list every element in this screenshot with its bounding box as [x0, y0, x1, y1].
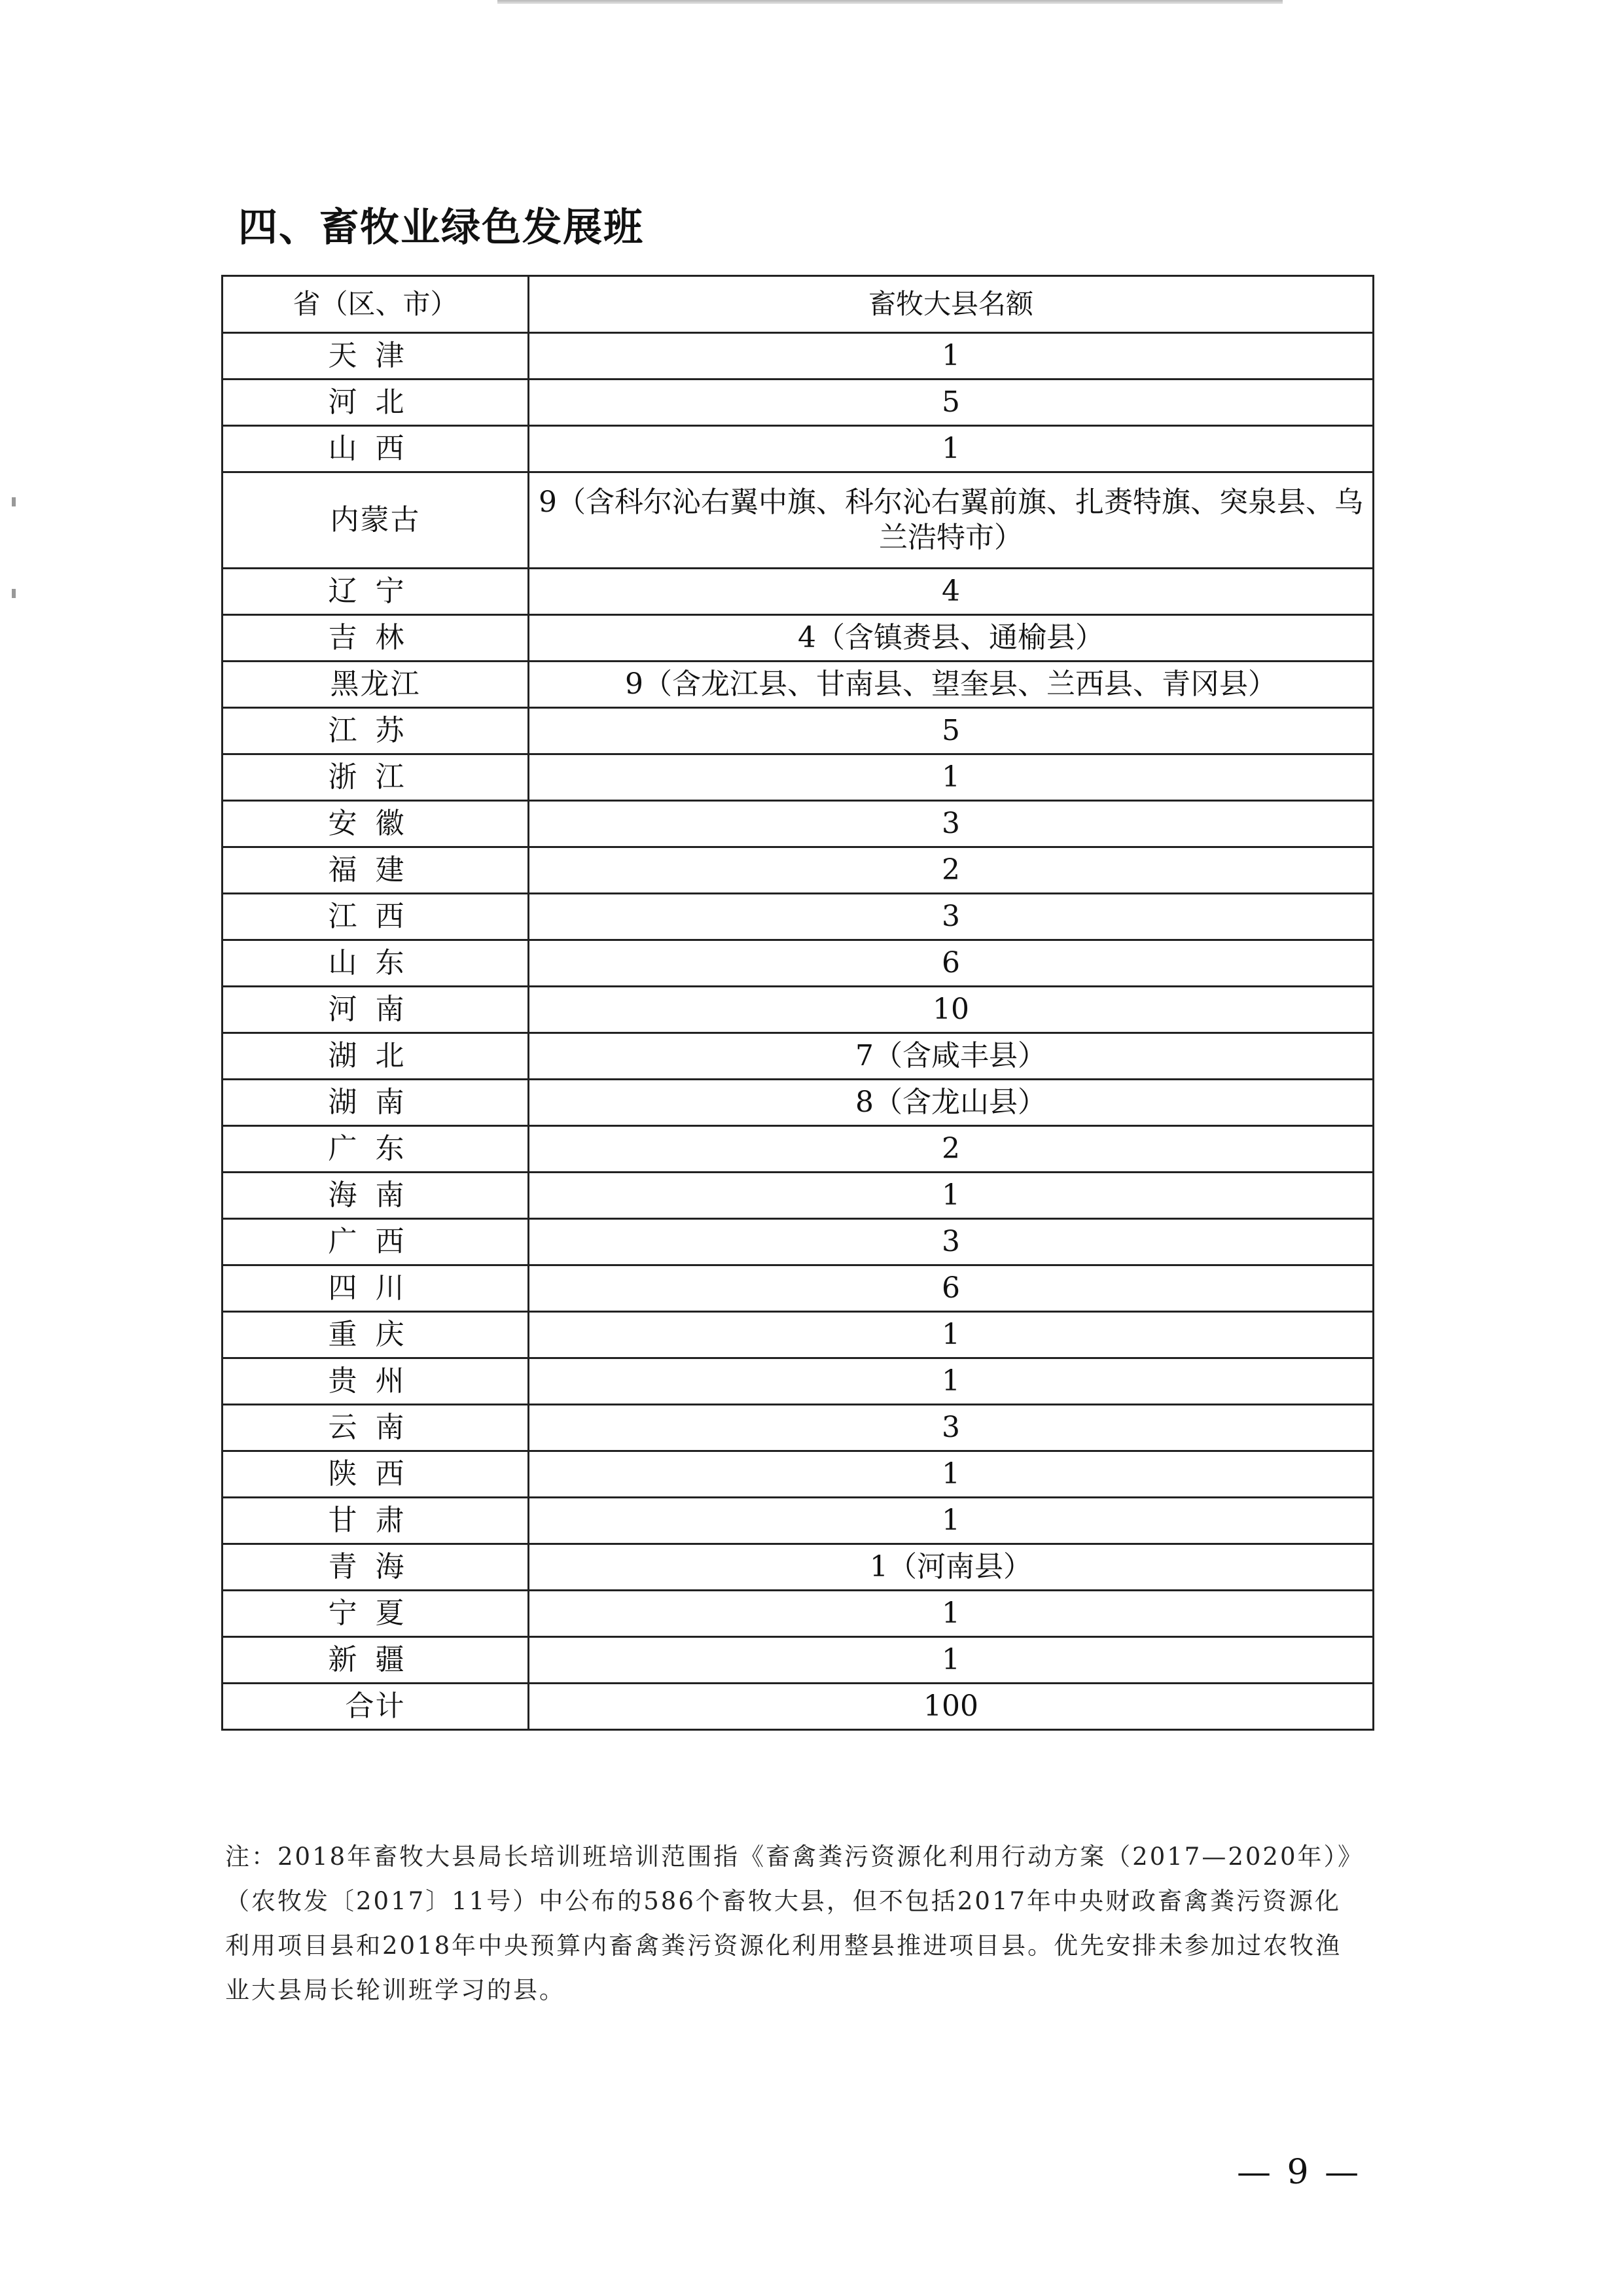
page-number: — 9 — — [1237, 2153, 1362, 2192]
quota-cell: 1 — [529, 1312, 1374, 1358]
province-cell: 云南 — [223, 1405, 529, 1451]
quota-cell: 6 — [529, 940, 1374, 987]
province-cell: 湖北 — [223, 1033, 529, 1080]
table-row — [223, 1544, 1374, 1591]
table-row — [223, 333, 1374, 380]
quota-cell: 8（含龙山县） — [529, 1080, 1374, 1126]
quota-cell: 3 — [529, 1405, 1374, 1451]
province-cell: 江西 — [223, 894, 529, 940]
province-cell: 青海 — [223, 1544, 529, 1591]
quota-cell: 9（含龙江县、甘南县、望奎县、兰西县、青冈县） — [529, 662, 1374, 708]
quota-cell: 1 — [529, 1451, 1374, 1498]
province-cell: 广西 — [223, 1219, 529, 1265]
table-row — [223, 801, 1374, 847]
table-row — [223, 569, 1374, 615]
table-row — [223, 1498, 1374, 1544]
table-row — [223, 1637, 1374, 1684]
table-row — [223, 987, 1374, 1033]
table-header-row — [223, 276, 1374, 333]
quota-cell: 9（含科尔沁右翼中旗、科尔沁右翼前旗、扎赉特旗、突泉县、乌兰浩特市） — [529, 472, 1374, 569]
province-cell: 内蒙古 — [223, 472, 529, 569]
quota-cell: 1 — [529, 1637, 1374, 1684]
province-cell: 黑龙江 — [223, 662, 529, 708]
province-cell: 新疆 — [223, 1637, 529, 1684]
quota-cell: 5 — [529, 708, 1374, 754]
quota-cell: 7（含咸丰县） — [529, 1033, 1374, 1080]
footnote: 注：2018年畜牧大县局长培训班培训范围指《畜禽粪污资源化利用行动方案（2017—2020年）》（农牧发〔2017〕11号）中公布的586个畜牧大县，但不包括2017年中央财政畜禽粪污资源化利用项目县和2018年中央预算内畜禽粪污资源化利用整县推进项目县。优先安排未参加过农牧渔业大县局长轮训班学习的县。 — [225, 1843, 1364, 2004]
province-cell: 山东 — [223, 940, 529, 987]
province-cell: 重庆 — [223, 1312, 529, 1358]
province-cell: 山西 — [223, 426, 529, 472]
table-row — [223, 1126, 1374, 1173]
table-row — [223, 1265, 1374, 1312]
quota-cell: 5 — [529, 380, 1374, 426]
table-row — [223, 708, 1374, 754]
quota-cell: 1 — [529, 1591, 1374, 1637]
quota-cell: 1 — [529, 333, 1374, 380]
quota-cell: 1 — [529, 1498, 1374, 1544]
province-cell: 海南 — [223, 1173, 529, 1219]
quota-cell: 1（河南县） — [529, 1544, 1374, 1591]
quota-cell: 4（含镇赉县、通榆县） — [529, 615, 1374, 662]
quota-cell: 6 — [529, 1265, 1374, 1312]
table-total-row — [223, 1684, 1374, 1730]
table-row — [223, 1358, 1374, 1405]
province-cell: 湖南 — [223, 1080, 529, 1126]
province-cell: 广东 — [223, 1126, 529, 1173]
province-cell: 河北 — [223, 380, 529, 426]
quota-table-body — [223, 333, 1374, 1684]
scan-top-rule — [497, 0, 1283, 4]
section-title: 四、畜牧业绿色发展班 — [238, 205, 644, 251]
total-label: 合计 — [223, 1684, 529, 1730]
province-cell: 福建 — [223, 847, 529, 894]
table-row — [223, 1173, 1374, 1219]
table-row — [223, 1591, 1374, 1637]
table-row — [223, 1219, 1374, 1265]
province-cell: 陕西 — [223, 1451, 529, 1498]
table-row — [223, 1312, 1374, 1358]
province-cell: 天津 — [223, 333, 529, 380]
province-cell: 河南 — [223, 987, 529, 1033]
table-row — [223, 472, 1374, 569]
scan-edge-mark — [12, 589, 16, 598]
quota-table — [221, 275, 1374, 1731]
table-row — [223, 940, 1374, 987]
quota-cell: 3 — [529, 894, 1374, 940]
province-cell: 吉林 — [223, 615, 529, 662]
total-value: 100 — [529, 1684, 1374, 1730]
quota-cell: 3 — [529, 1219, 1374, 1265]
table-row — [223, 847, 1374, 894]
table-row — [223, 754, 1374, 801]
province-cell: 宁夏 — [223, 1591, 529, 1637]
quota-cell: 3 — [529, 801, 1374, 847]
table-row — [223, 894, 1374, 940]
table-row — [223, 1080, 1374, 1126]
table-row — [223, 1033, 1374, 1080]
quota-cell: 1 — [529, 1173, 1374, 1219]
quota-cell: 4 — [529, 569, 1374, 615]
province-cell: 四川 — [223, 1265, 529, 1312]
header-quota: 畜牧大县名额 — [529, 276, 1374, 333]
table-row — [223, 1451, 1374, 1498]
table-row — [223, 380, 1374, 426]
table-row — [223, 1405, 1374, 1451]
province-cell: 辽宁 — [223, 569, 529, 615]
province-cell: 浙江 — [223, 754, 529, 801]
quota-cell: 1 — [529, 754, 1374, 801]
quota-cell: 2 — [529, 847, 1374, 894]
province-cell: 安徽 — [223, 801, 529, 847]
table-row — [223, 426, 1374, 472]
province-cell: 江苏 — [223, 708, 529, 754]
scan-edge-mark — [12, 497, 16, 506]
quota-cell: 1 — [529, 1358, 1374, 1405]
header-province: 省（区、市） — [223, 276, 529, 333]
table-row — [223, 662, 1374, 708]
province-cell: 贵州 — [223, 1358, 529, 1405]
quota-cell: 2 — [529, 1126, 1374, 1173]
province-cell: 甘肃 — [223, 1498, 529, 1544]
quota-cell: 1 — [529, 426, 1374, 472]
quota-cell: 10 — [529, 987, 1374, 1033]
table-row — [223, 615, 1374, 662]
